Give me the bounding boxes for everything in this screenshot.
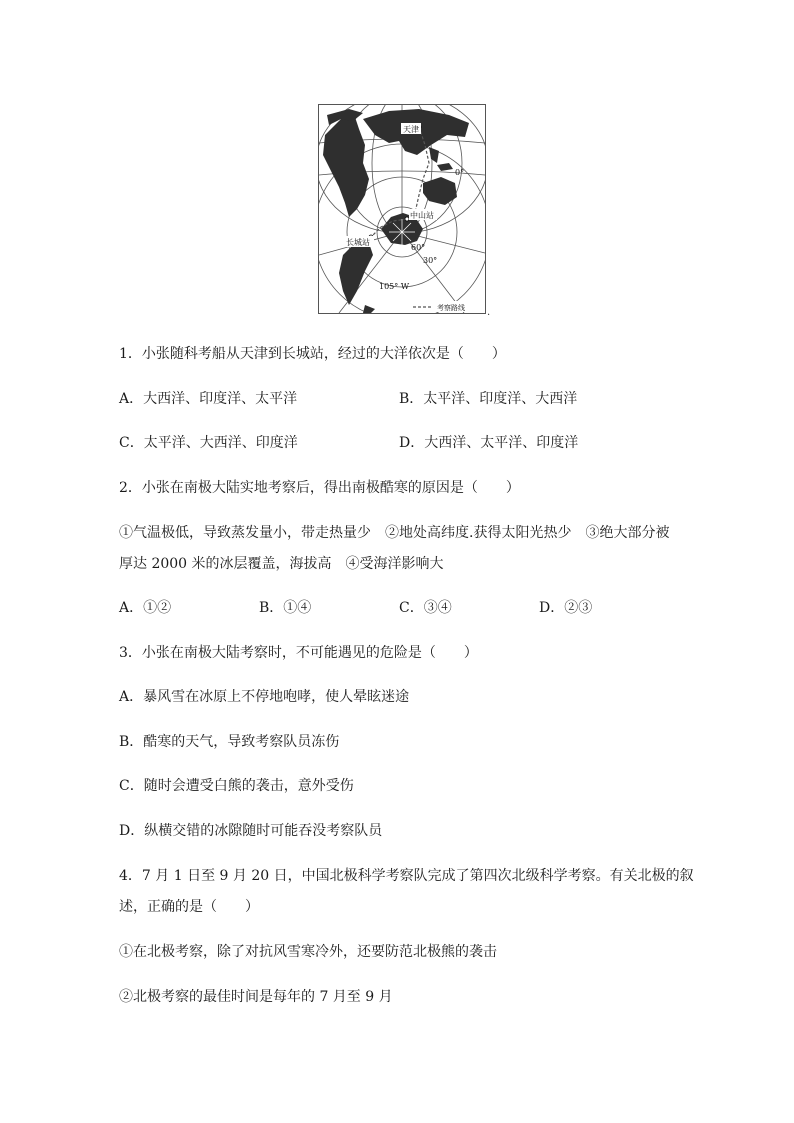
- label-zhongshan: 中山站: [410, 211, 434, 220]
- question-4-statement-2: ②北极考察的最佳时间是每年的 7 月至 9 月: [119, 989, 393, 1005]
- question-3-option-c: C．随时会遭受白熊的袭击，意外受伤: [119, 778, 354, 794]
- question-4-stem-line-1: 4．7 月 1 日至 9 月 20 日，中国北极科学考察队完成了第四次北级科学考察。有关北极的叙: [119, 868, 694, 884]
- legend-label: 考察路线: [437, 304, 465, 312]
- question-2-stem: 2．小张在南极大陆实地考察后，得出南极酷寒的原因是（ ）: [119, 480, 520, 496]
- question-3-option-d: D．纵横交错的冰隙随时可能吞没考察队员: [119, 823, 383, 839]
- question-3-stem: 3．小张在南极大陆考察时，不可能遇见的危险是（ ）: [119, 645, 478, 661]
- question-1-option-b: B．太平洋、印度洋、大西洋: [399, 391, 578, 407]
- label-changcheng: 长城站: [346, 238, 370, 247]
- question-2-option-a: A．①②: [119, 600, 172, 616]
- question-2-statement-line-2: 厚达 2000 米的冰层覆盖，海拔高 ④受海洋影响大: [119, 556, 444, 572]
- question-2-option-c: C．③④: [399, 600, 452, 616]
- zhongshan-marker: [405, 217, 409, 221]
- question-4-stem-line-2: 述，正确的是（ ）: [119, 899, 259, 915]
- label-lat30: 30°: [423, 256, 438, 265]
- figure-dot: .: [487, 307, 491, 318]
- map-frame: [318, 104, 486, 314]
- question-1-option-d: D．大西洋、太平洋、印度洋: [399, 435, 579, 451]
- label-tianjin: 天津: [403, 125, 419, 134]
- label-105w: 105° W: [379, 282, 410, 291]
- question-2-option-b: B．①④: [259, 600, 312, 616]
- question-4-statement-1: ①在北极考察，除了对抗风雪寒冷外，还要防范北极熊的袭击: [119, 944, 497, 960]
- label-zero: 0°: [455, 168, 465, 177]
- question-3-option-a: A．暴风雪在冰原上不停地咆哮，使人晕眩迷途: [119, 689, 410, 705]
- question-2-option-d: D．②③: [539, 600, 593, 616]
- question-3-option-b: B．酷寒的天气，导致考察队员冻伤: [119, 734, 340, 750]
- question-2-statement-line-1: ①气温极低，导致蒸发量小，带走热量少 ②地处高纬度.获得太阳光热少 ③绝大部分被: [119, 525, 670, 541]
- label-lat60: 60°: [411, 243, 426, 252]
- route-map-figure: [318, 104, 491, 318]
- question-1-option-c: C．太平洋、大西洋、印度洋: [119, 435, 298, 451]
- question-1-option-a: A．大西洋、印度洋、太平洋: [119, 391, 298, 407]
- question-1-stem: 1．小张随科考船从天津到长城站，经过的大洋依次是（ ）: [119, 346, 506, 362]
- map-graphic: [319, 105, 485, 313]
